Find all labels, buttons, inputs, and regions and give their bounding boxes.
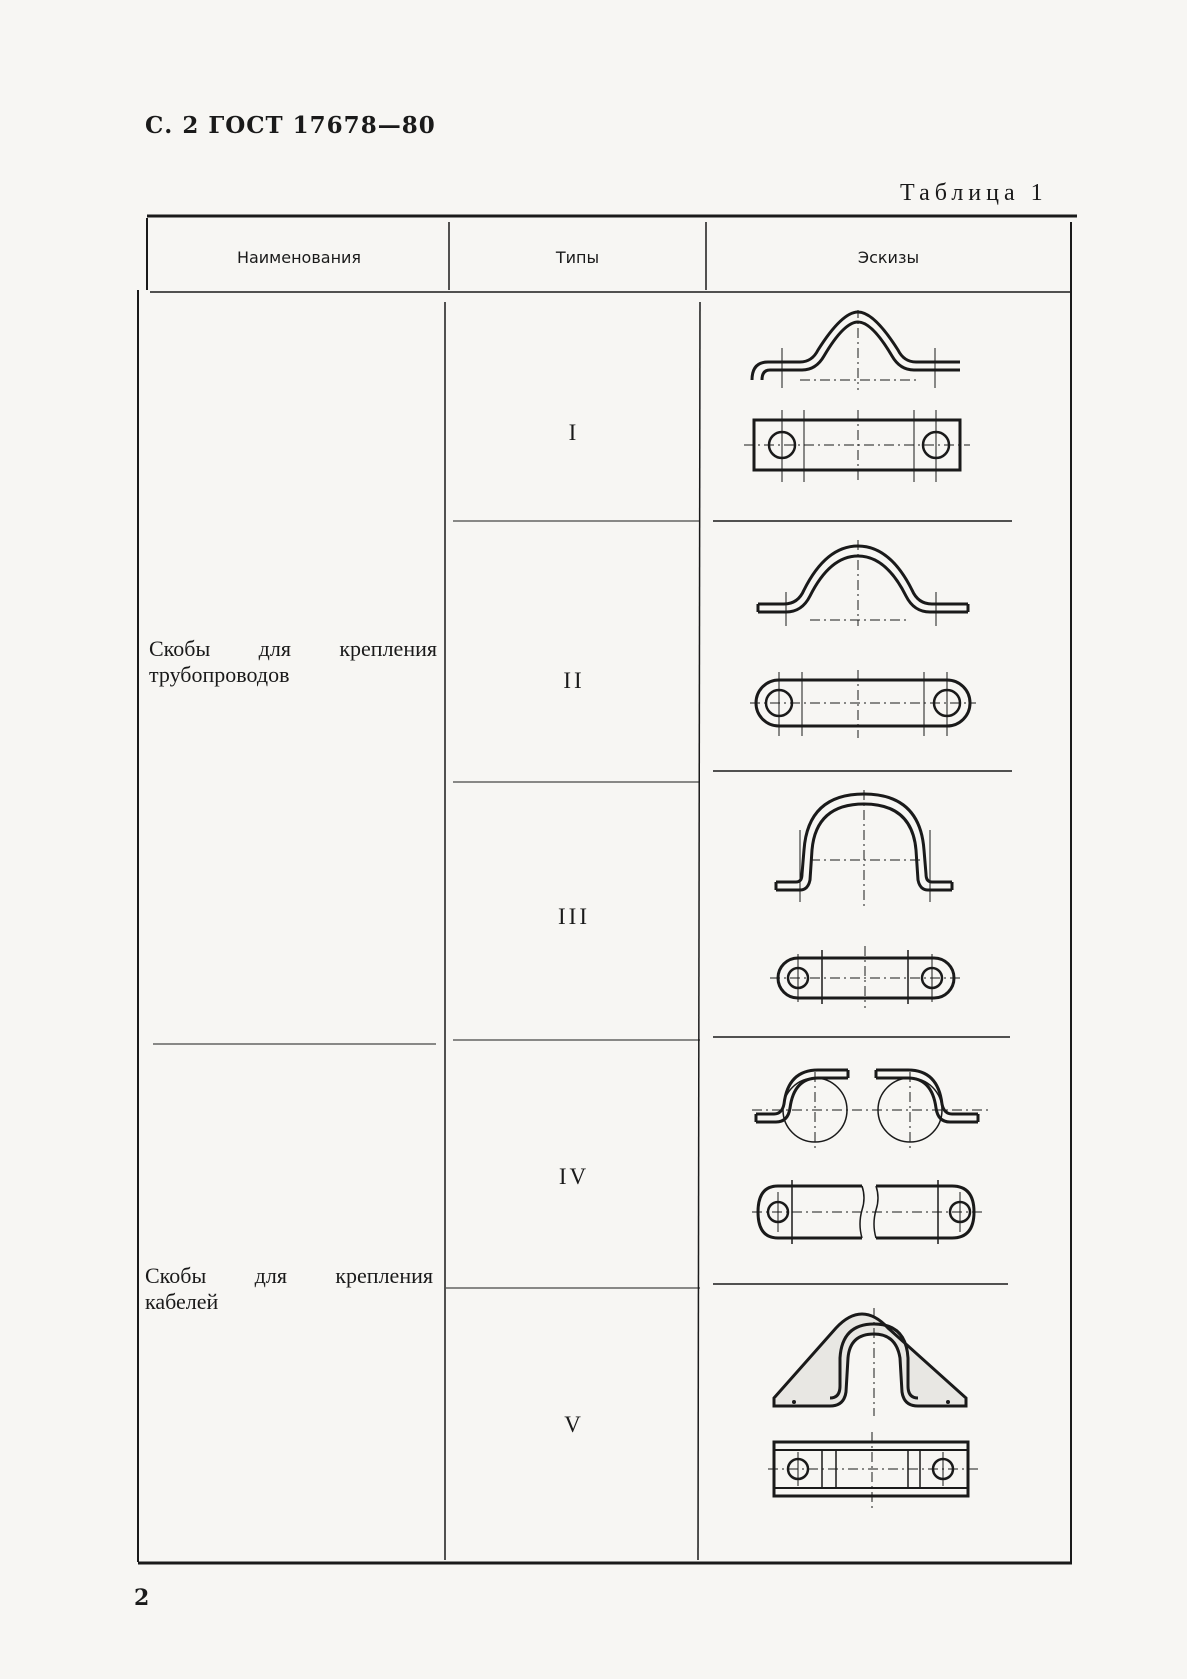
page-header: С. 2 ГОСТ 17678—80 [145,112,436,139]
group-name-line2: кабелей [145,1289,219,1314]
column-header-name: Наименования [236,248,362,267]
sketch-type-2 [750,540,980,740]
type-label-3: III [558,904,590,929]
page-number: 2 [134,1585,150,1611]
sketch-type-5 [768,1306,982,1516]
column-header-sketch: Эскизы [857,248,920,267]
column-header-type: Типы [555,248,600,267]
group-name-cables [145,1263,433,1315]
group-name-line1: Скобы для крепления [145,1263,433,1288]
sketch-type-4 [752,1060,988,1250]
group-name-pipelines [149,636,437,688]
type-label-1: I [568,420,580,445]
sketch-type-3 [770,790,970,1010]
type-label-4: IV [558,1164,590,1189]
group-name-line1: Скобы для крепления [149,636,437,661]
type-label-5: V [564,1412,584,1437]
sketch-type-1 [740,310,980,490]
group-name-line2: трубопроводов [149,662,290,687]
type-label-2: II [563,668,585,693]
table-caption: Таблица 1 [900,180,1048,206]
